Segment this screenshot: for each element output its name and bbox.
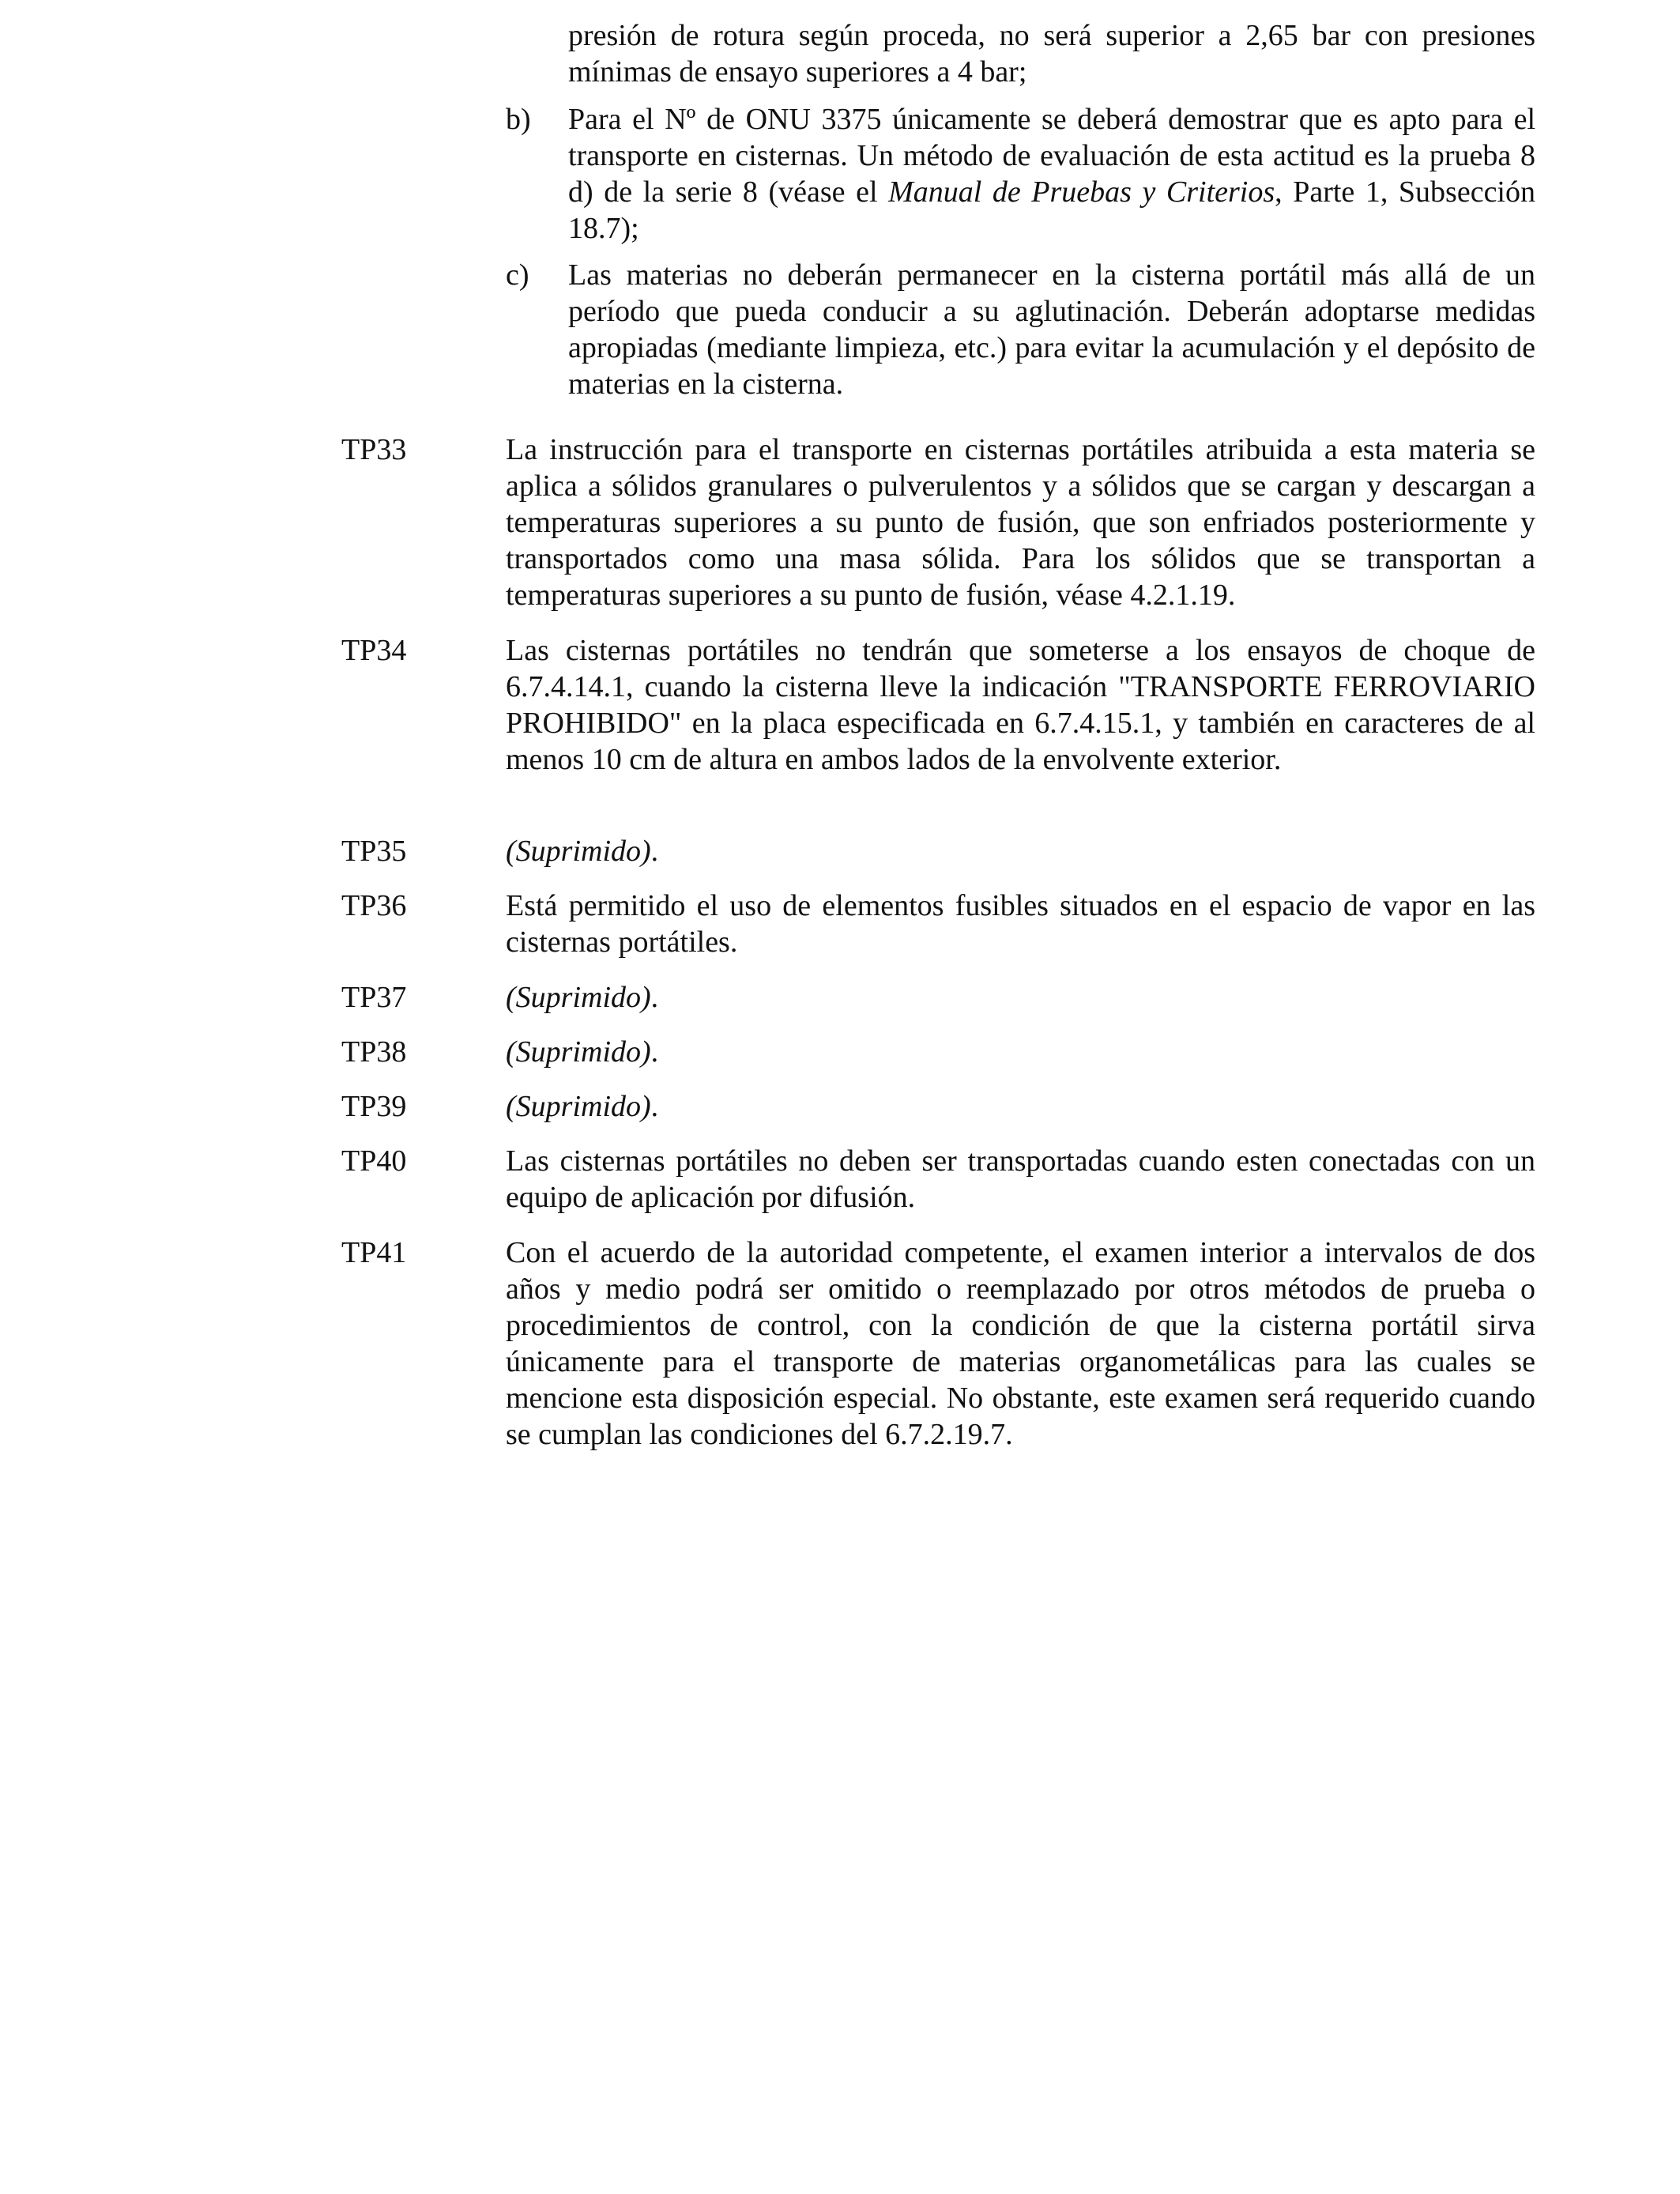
provision-code: TP33 bbox=[341, 433, 407, 466]
provision-text bbox=[506, 979, 1535, 1016]
provision-text-part: . bbox=[650, 835, 659, 868]
subitem-text: Las materias no deberán permanecer en la cisterna portátil más allá de un período que pueda conducir a su aglutinación. Deberán adoptarse medidas apropiadas (mediante limpieza, etc.) para evitar la acumulación y el depósito de materias en la cisterna. bbox=[568, 258, 1535, 401]
provision-code: TP37 bbox=[341, 981, 407, 1014]
provision-code: TP35 bbox=[341, 835, 407, 868]
provision-code: TP38 bbox=[341, 1035, 407, 1069]
provision-code: TP34 bbox=[341, 634, 407, 667]
subitem-letter: b) bbox=[506, 103, 531, 136]
provision-code: TP39 bbox=[341, 1090, 407, 1123]
subitem-text bbox=[568, 101, 1535, 247]
provision-deleted-note: (Suprimido) bbox=[506, 1090, 651, 1123]
provision-deleted-note: (Suprimido) bbox=[506, 1035, 651, 1069]
provision-code: TP40 bbox=[341, 1144, 407, 1178]
provision-text bbox=[506, 1034, 1535, 1070]
provision-text: Con el acuerdo de la autoridad competente, el examen interior a intervalos de dos años y medio podrá ser omitido o reemplazado por otros métodos de prueba o procedimientos de control, con la condición de que la cisterna portátil sirva únicamente para el transporte de materias organometálicas para las cuales se mencione esta disposición especial. No obstante, este examen será requerido cuando se cumplan las condiciones del 6.7.2.19.7. bbox=[506, 1236, 1535, 1451]
provision-text: La instrucción para el transporte en cisternas portátiles atribuida a esta materia se aplica a sólidos granulares o pulverulentos y a sólidos que se cargan y descargan a temperaturas superiores a su punto de fusión, que son enfriados posteriormente y transportados como una masa sólida. Para los sólidos que se transportan a temperaturas superiores a su punto de fusión, véase 4.2.1.19. bbox=[506, 433, 1535, 612]
subitem-b bbox=[506, 101, 1535, 251]
manual-reference: Manual de Pruebas y Criterios bbox=[888, 175, 1275, 209]
subitem-text-part: , Parte 1, Subsección 18.7); bbox=[568, 175, 1535, 245]
provision-text: Las cisternas portátiles no deben ser transportadas cuando esten conectadas con un equipo de aplicación por difusión. bbox=[506, 1144, 1535, 1214]
continuation-paragraph: presión de rotura según proceda, no será superior a 2,65 bar con presiones mínimas de ensayo superiores a 4 bar; bbox=[568, 19, 1535, 89]
provision-deleted-note: (Suprimido) bbox=[506, 981, 651, 1014]
provision-text: Las cisternas portátiles no tendrán que someterse a los ensayos de choque de 6.7.4.14.1, cuando la cisterna lleve la indicación "TRANSPORTE FERROVIARIO PROHIBIDO" en la placa especificada en 6.7.4.15.1, y también en caracteres de al menos 10 cm de altura en ambos lados de la envolvente exterior. bbox=[506, 634, 1535, 776]
provision-text: Está permitido el uso de elementos fusibles situados en el espacio de vapor en las cisternas portátiles. bbox=[506, 889, 1535, 959]
subitem-text-part: Para el Nº de ONU 3375 únicamente se deberá demostrar que es apto para el transporte en cisternas. Un método de evaluación de esta actitud es la prueba 8 d) de la serie 8 (véase el bbox=[568, 103, 1535, 209]
provision-deleted-note: (Suprimido) bbox=[506, 835, 651, 868]
provision-text bbox=[506, 1088, 1535, 1125]
provision-text-part: . bbox=[650, 1090, 659, 1123]
subitem-c bbox=[506, 257, 1535, 407]
provision-code: TP41 bbox=[341, 1236, 407, 1269]
provision-text-part: . bbox=[650, 981, 659, 1014]
provision-text-part: . bbox=[650, 1035, 659, 1069]
provision-text bbox=[506, 833, 1535, 869]
provision-code: TP36 bbox=[341, 889, 407, 922]
subitem-letter: c) bbox=[506, 258, 529, 292]
